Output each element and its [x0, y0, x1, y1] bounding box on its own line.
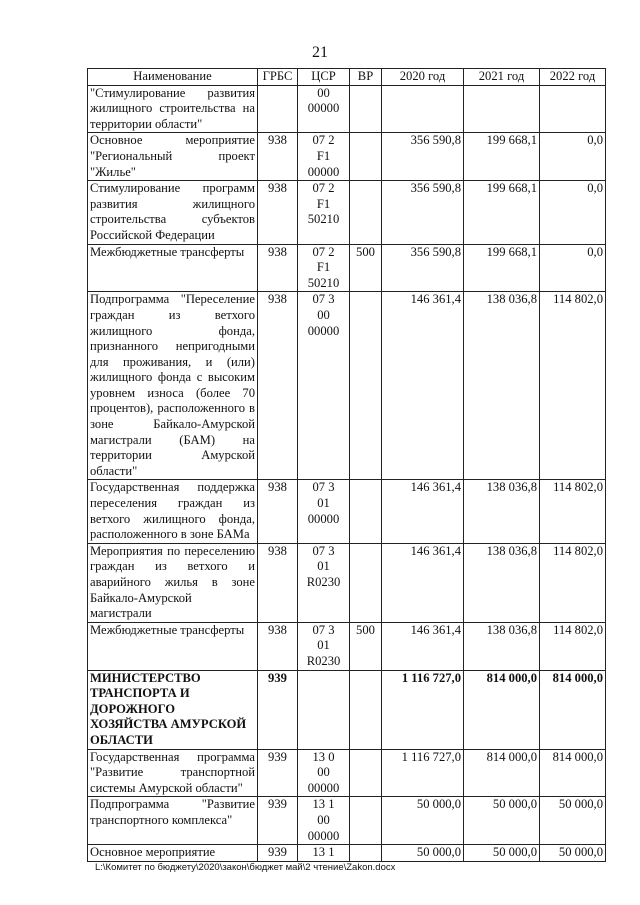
table-row: [88, 85, 606, 133]
row-vr-cell: [350, 797, 382, 845]
row-name-cell: "Стимулирование развития жилищного строительства на территории области": [88, 85, 258, 133]
row-2020-cell: 146 361,4: [382, 480, 464, 543]
row-2020-cell: [382, 85, 464, 133]
row-2021-cell: 199 668,1: [464, 133, 540, 181]
table-row: [88, 181, 606, 244]
row-grbs-cell: 938: [258, 133, 298, 181]
row-name-cell: Мероприятия по переселению граждан из ветхого и аварийного жилья в зоне Байкало-Амурской магистрали: [88, 543, 258, 622]
row-2022-cell: [540, 85, 606, 133]
row-csr-cell: 07 2 F1 50210: [298, 181, 350, 244]
row-2022-cell: 814 000,0: [540, 749, 606, 797]
table-row: [88, 292, 606, 480]
row-name-cell: МИНИСТЕРСТВО ТРАНСПОРТА И ДОРОЖНОГО ХОЗЯЙСТВА АМУРСКОЙ ОБЛАСТИ: [88, 670, 258, 749]
table-row: [88, 670, 606, 749]
row-vr-cell: [350, 749, 382, 797]
header-name: Наименование: [88, 69, 258, 86]
header-grbs: ГРБС: [258, 69, 298, 86]
row-vr-cell: [350, 543, 382, 622]
row-csr-cell: 07 2 F1 00000: [298, 133, 350, 181]
row-vr-cell: [350, 133, 382, 181]
row-csr-cell: 13 1 00 00000: [298, 797, 350, 845]
row-2021-cell: 199 668,1: [464, 244, 540, 292]
row-csr-cell: [298, 670, 350, 749]
header-2021: 2021 год: [464, 69, 540, 86]
row-name-cell: Межбюджетные трансферты: [88, 622, 258, 670]
row-vr-cell: [350, 292, 382, 480]
row-2020-cell: 1 116 727,0: [382, 670, 464, 749]
row-2021-cell: 814 000,0: [464, 670, 540, 749]
row-name-cell: Основное мероприятие "Региональный проект "Жилье": [88, 133, 258, 181]
row-2020-cell: 146 361,4: [382, 543, 464, 622]
row-2021-cell: 50 000,0: [464, 845, 540, 862]
row-2020-cell: 146 361,4: [382, 292, 464, 480]
row-grbs-cell: 939: [258, 749, 298, 797]
row-csr-cell: 07 2 F1 50210: [298, 244, 350, 292]
table-row: [88, 133, 606, 181]
table-row: [88, 797, 606, 845]
header-2022: 2022 год: [540, 69, 606, 86]
row-grbs-cell: [258, 85, 298, 133]
row-2022-cell: 814 000,0: [540, 670, 606, 749]
row-2020-cell: 356 590,8: [382, 181, 464, 244]
row-2022-cell: 0,0: [540, 133, 606, 181]
row-2020-cell: 356 590,8: [382, 244, 464, 292]
row-vr-cell: [350, 480, 382, 543]
row-vr-cell: [350, 845, 382, 862]
row-vr-cell: [350, 670, 382, 749]
table-row: [88, 244, 606, 292]
file-path-footer: L:\Комитет по бюджету\2020\закон\бюджет май\2 чтение\Zakon.docx: [95, 862, 396, 873]
row-2021-cell: 138 036,8: [464, 292, 540, 480]
row-2022-cell: 114 802,0: [540, 292, 606, 480]
row-vr-cell: [350, 85, 382, 133]
header-csr: ЦСР: [298, 69, 350, 86]
row-name-cell: Основное мероприятие: [88, 845, 258, 862]
row-vr-cell: 500: [350, 244, 382, 292]
row-name-cell: Государственная программа "Развитие транспортной системы Амурской области": [88, 749, 258, 797]
row-name-cell: Государственная поддержка переселения граждан из ветхого жилищного фонда, расположенного в зоне БАМа: [88, 480, 258, 543]
table-row: [88, 845, 606, 862]
row-grbs-cell: 939: [258, 797, 298, 845]
row-csr-cell: 13 1: [298, 845, 350, 862]
row-2020-cell: 146 361,4: [382, 622, 464, 670]
row-2022-cell: 0,0: [540, 244, 606, 292]
budget-table: [87, 68, 606, 862]
row-csr-cell: 00 00000: [298, 85, 350, 133]
row-csr-cell: 13 0 00 00000: [298, 749, 350, 797]
table-row: [88, 749, 606, 797]
row-2021-cell: 199 668,1: [464, 181, 540, 244]
row-2022-cell: 114 802,0: [540, 622, 606, 670]
row-2022-cell: 50 000,0: [540, 845, 606, 862]
table-row: [88, 480, 606, 543]
row-2021-cell: 814 000,0: [464, 749, 540, 797]
row-2022-cell: 114 802,0: [540, 480, 606, 543]
row-grbs-cell: 938: [258, 181, 298, 244]
row-name-cell: Подпрограмма "Развитие транспортного комплекса": [88, 797, 258, 845]
row-2022-cell: 0,0: [540, 181, 606, 244]
row-vr-cell: 500: [350, 622, 382, 670]
row-csr-cell: 07 3 01 R0230: [298, 622, 350, 670]
row-2021-cell: 138 036,8: [464, 543, 540, 622]
table-row: [88, 543, 606, 622]
row-grbs-cell: 939: [258, 670, 298, 749]
row-csr-cell: 07 3 00 00000: [298, 292, 350, 480]
header-2020: 2020 год: [382, 69, 464, 86]
row-grbs-cell: 938: [258, 292, 298, 480]
row-2020-cell: 50 000,0: [382, 845, 464, 862]
row-csr-cell: 07 3 01 00000: [298, 480, 350, 543]
table-row: [88, 622, 606, 670]
row-grbs-cell: 938: [258, 543, 298, 622]
row-name-cell: Подпрограмма "Переселение граждан из ветхого жилищного фонда, признанного непригодными для проживания, и (или) жилищного фонда с высоким уровнем износа (более 70 процентов), расположенного в зоне Байкало-Амурской магистрали (БАМ) на территории Амурской области": [88, 292, 258, 480]
row-name-cell: Стимулирование программ развития жилищного строительства субъектов Российской Федерации: [88, 181, 258, 244]
table-header-row: [88, 69, 606, 86]
row-2021-cell: 138 036,8: [464, 480, 540, 543]
row-2021-cell: 50 000,0: [464, 797, 540, 845]
row-2022-cell: 114 802,0: [540, 543, 606, 622]
row-2020-cell: 1 116 727,0: [382, 749, 464, 797]
header-vr: ВР: [350, 69, 382, 86]
row-2020-cell: 50 000,0: [382, 797, 464, 845]
row-csr-cell: 07 3 01 R0230: [298, 543, 350, 622]
row-name-cell: Межбюджетные трансферты: [88, 244, 258, 292]
row-grbs-cell: 939: [258, 845, 298, 862]
row-grbs-cell: 938: [258, 244, 298, 292]
row-grbs-cell: 938: [258, 480, 298, 543]
row-2021-cell: 138 036,8: [464, 622, 540, 670]
row-2020-cell: 356 590,8: [382, 133, 464, 181]
row-vr-cell: [350, 181, 382, 244]
row-2021-cell: [464, 85, 540, 133]
page-number: 21: [312, 44, 328, 61]
row-2022-cell: 50 000,0: [540, 797, 606, 845]
row-grbs-cell: 938: [258, 622, 298, 670]
